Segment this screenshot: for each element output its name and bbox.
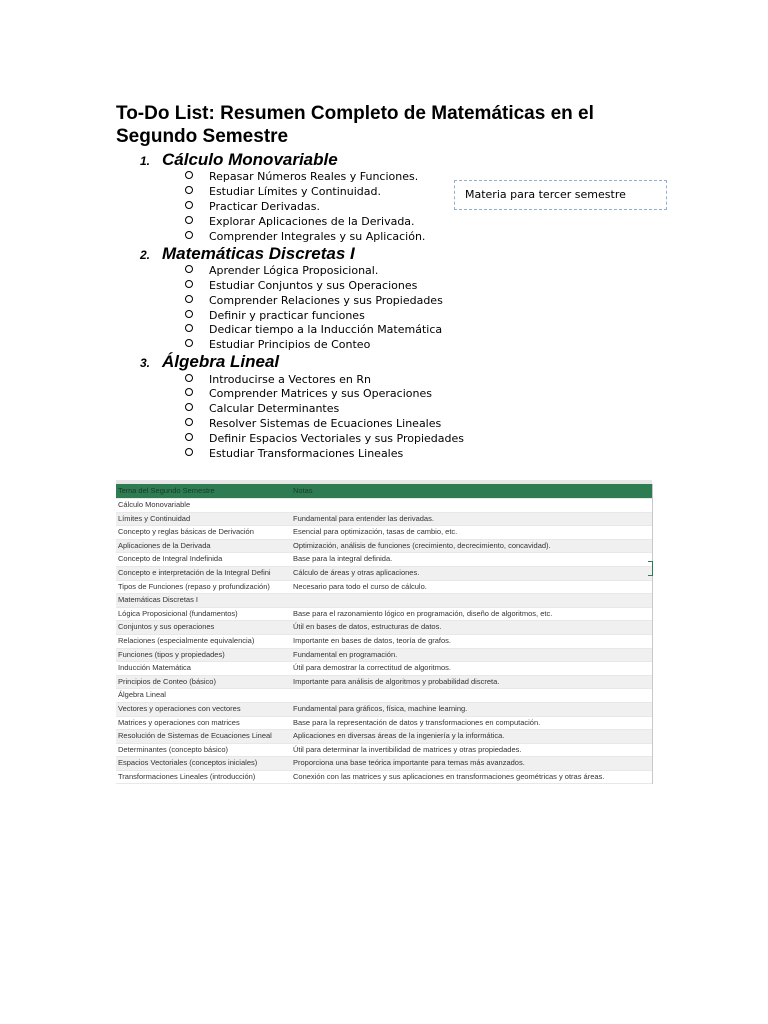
table-row: Matemáticas Discretas I [116,594,652,608]
section-heading-calculo [140,149,338,171]
list-item: Estudiar Límites y Continuidad. [185,184,381,199]
table-row: Aplicaciones de la Derivada Optimización, análisis de funciones (crecimiento, decrecimiento, concavidad). [116,540,652,554]
section-title: Álgebra Lineal [162,352,280,371]
circle-bullet-icon [185,324,193,332]
section-heading-algebra [140,351,279,373]
list-item: Practicar Derivadas. [185,199,320,214]
list-item: Definir Espacios Vectoriales y sus Propiedades [185,431,464,446]
table-row: Lógica Proposicional (fundamentos) Base para el razonamiento lógico en programación, diseño de algoritmos, etc. [116,608,652,622]
circle-bullet-icon [185,388,193,396]
list-item: Definir y practicar funciones [185,308,365,323]
list-item: Estudiar Principios de Conteo [185,337,370,352]
circle-bullet-icon [185,280,193,288]
list-item: Comprender Integrales y su Aplicación. [185,229,425,244]
table-row: Conjuntos y sus operaciones Útil en bases de datos, estructuras de datos. [116,621,652,635]
table-row: Álgebra Lineal [116,689,652,703]
table-row: Matrices y operaciones con matrices Base para la representación de datos y transformaciones en computación. [116,717,652,731]
circle-bullet-icon [185,339,193,347]
circle-bullet-icon [185,418,193,426]
circle-bullet-icon [185,201,193,209]
circle-bullet-icon [185,403,193,411]
list-item: Dedicar tiempo a la Inducción Matemática [185,322,442,337]
section-title: Matemáticas Discretas I [162,244,355,263]
spreadsheet-table [116,484,653,784]
list-item: Calcular Determinantes [185,401,339,416]
circle-bullet-icon [185,231,193,239]
list-item: Explorar Aplicaciones de la Derivada. [185,214,415,229]
table-row: Espacios Vectoriales (conceptos iniciales) Proporciona una base teórica importante para temas más avanzados. [116,757,652,771]
cell-selection-marker [648,561,653,576]
section-heading-discretas [140,243,355,265]
list-item: Resolver Sistemas de Ecuaciones Lineales [185,416,441,431]
table-row: Relaciones (especialmente equivalencia) Importante en bases de datos, teoría de grafos. [116,635,652,649]
circle-bullet-icon [185,295,193,303]
section-number: 2. [140,248,151,262]
table-row: Concepto de Integral Indefinida Base para la integral definida. [116,553,652,567]
table-row: Cálculo Monovariable [116,499,652,513]
note-box: Materia para tercer semestre [454,180,667,210]
circle-bullet-icon [185,171,193,179]
table-row: Límites y Continuidad Fundamental para entender las derivadas. [116,513,652,527]
section-title: Cálculo Monovariable [162,150,338,169]
list-item: Repasar Números Reales y Funciones. [185,169,418,184]
table-row: Vectores y operaciones con vectores Fundamental para gráficos, física, machine learning. [116,703,652,717]
table-row: Determinantes (concepto básico) Útil para determinar la invertibilidad de matrices y otras propiedades. [116,744,652,758]
list-item: Estudiar Conjuntos y sus Operaciones [185,278,417,293]
circle-bullet-icon [185,310,193,318]
circle-bullet-icon [185,216,193,224]
circle-bullet-icon [185,433,193,441]
circle-bullet-icon [185,265,193,273]
table-row: Resolución de Sistemas de Ecuaciones Lineal Aplicaciones en diversas áreas de la ingeniería y la informática. [116,730,652,744]
section-number: 1. [140,154,151,168]
page-title: To-Do List: Resumen Completo de Matemáticas en el Segundo Semestre [116,103,594,147]
table-row: Transformaciones Lineales (introducción) Conexión con las matrices y sus aplicaciones en transformaciones geométricas y otras áreas. [116,771,652,785]
section-number: 3. [140,356,151,370]
list-item: Comprender Relaciones y sus Propiedades [185,293,443,308]
list-item: Estudiar Transformaciones Lineales [185,446,403,461]
column-header: Notas [293,486,313,495]
table-row: Inducción Matemática Útil para demostrar la correctitud de algoritmos. [116,662,652,676]
table-header-row [116,484,652,499]
table-row: Principios de Conteo (básico) Importante para análisis de algoritmos y probabilidad discreta. [116,676,652,690]
table-row: Tipos de Funciones (repaso y profundización) Necesario para todo el curso de cálculo. [116,581,652,595]
table-row: Concepto e interpretación de la Integral Defini Cálculo de áreas y otras aplicaciones. [116,567,652,581]
column-header: Tema del Segundo Semestre [118,486,215,495]
list-item: Introducirse a Vectores en Rn [185,372,371,387]
circle-bullet-icon [185,374,193,382]
circle-bullet-icon [185,186,193,194]
table-row: Funciones (tipos y propiedades) Fundamental en programación. [116,649,652,663]
list-item: Comprender Matrices y sus Operaciones [185,386,432,401]
table-row: Concepto y reglas básicas de Derivación Esencial para optimización, tasas de cambio, etc. [116,526,652,540]
list-item: Aprender Lógica Proposicional. [185,263,378,278]
circle-bullet-icon [185,448,193,456]
